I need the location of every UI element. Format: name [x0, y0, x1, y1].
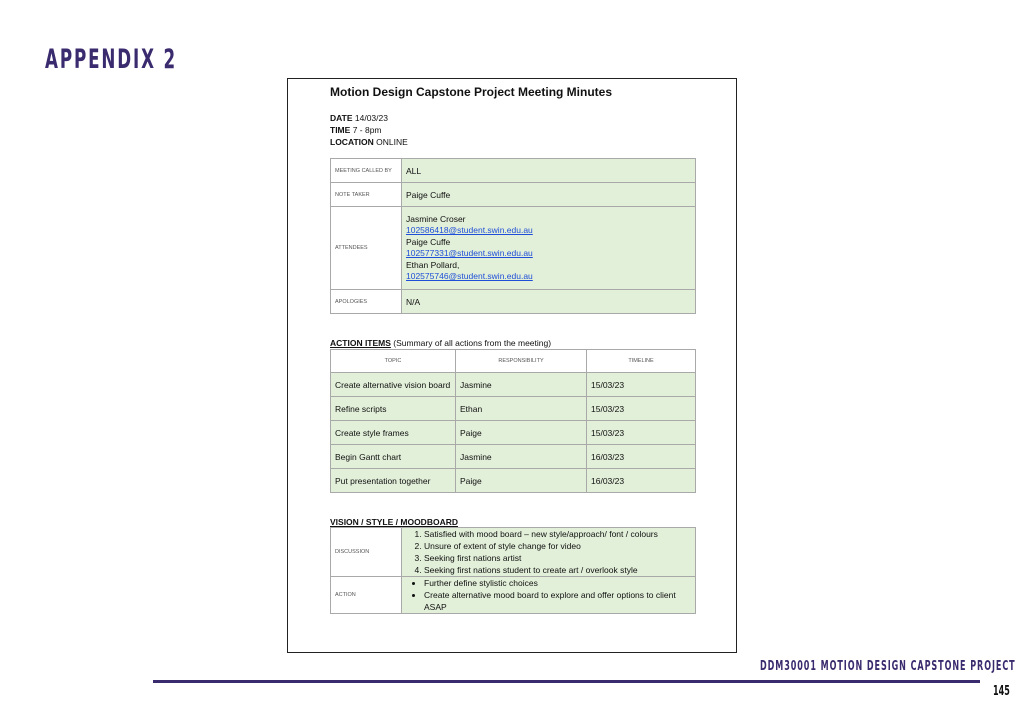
apologies-label: APOLOGIES — [331, 290, 402, 314]
attendee-name: Jasmine Croser — [406, 213, 466, 224]
apologies-value: N/A — [402, 290, 696, 314]
date-value: 14/03/23 — [354, 113, 388, 123]
table-row — [331, 373, 696, 397]
called-by-value: ALL — [402, 159, 696, 183]
column-header-topic: TOPIC — [331, 350, 456, 373]
meeting-minutes-document — [287, 78, 737, 653]
timeline-cell: 15/03/23 — [587, 421, 696, 445]
table-row — [331, 159, 696, 183]
note-taker-label: NOTE TAKER — [331, 183, 402, 207]
responsibility-cell: Paige — [456, 469, 587, 493]
table-row — [331, 290, 696, 314]
location-line — [330, 137, 408, 147]
list-item: 4. Seeking first nations student to create art / overlook style — [424, 564, 691, 576]
table-row — [331, 445, 696, 469]
discussion-label: DISCUSSION — [331, 528, 402, 577]
list-item: 3. Seeking first nations artist — [424, 552, 691, 564]
timeline-cell: 16/03/23 — [587, 469, 696, 493]
timeline-cell: 16/03/23 — [587, 445, 696, 469]
table-row — [331, 183, 696, 207]
page-number: 145 — [993, 684, 1010, 699]
date-label: DATE — [330, 113, 353, 123]
list-item: 2. Unsure of extent of style change for video — [424, 540, 691, 552]
table-row — [331, 397, 696, 421]
attendee-name: Ethan Pollard, — [406, 259, 460, 270]
discussion-list — [402, 528, 696, 577]
note-taker-value: Paige Cuffe — [402, 183, 696, 207]
attendees-label: ATTENDEES — [331, 207, 402, 290]
list-item: • Further define stylistic choices — [424, 577, 691, 589]
attendee-email-link[interactable]: 102575746@student.swin.edu.au — [406, 271, 533, 281]
topic-cell: Create alternative vision board — [331, 373, 456, 397]
location-label: LOCATION — [330, 137, 374, 147]
appendix-title: APPENDIX 2 — [45, 44, 178, 75]
action-items-table — [330, 349, 696, 493]
vision-heading — [330, 517, 458, 527]
timeline-cell: 15/03/23 — [587, 373, 696, 397]
table-row — [331, 421, 696, 445]
responsibility-cell: Jasmine — [456, 445, 587, 469]
timeline-cell: 15/03/23 — [587, 397, 696, 421]
column-header-timeline: TIMELINE — [587, 350, 696, 373]
time-line — [330, 125, 382, 135]
list-item: • Create alternative mood board to explore and offer options to client ASAP — [424, 589, 691, 613]
meeting-info-table — [330, 158, 696, 314]
action-label: ACTION — [331, 577, 402, 614]
topic-cell: Begin Gantt chart — [331, 445, 456, 469]
time-value: 7 - 8pm — [352, 125, 382, 135]
table-row — [331, 207, 696, 290]
document-title: Motion Design Capstone Project Meeting Minutes — [330, 85, 613, 99]
topic-cell: Create style frames — [331, 421, 456, 445]
attendee-name: Paige Cuffe — [406, 236, 451, 247]
attendees-list — [402, 207, 696, 290]
action-items-heading — [330, 338, 551, 348]
footer-project-title: DDM30001 MOTION DESIGN CAPSTONE PROJECT — [760, 659, 1016, 674]
vision-table — [330, 527, 696, 614]
action-list — [402, 577, 696, 614]
location-value: ONLINE — [376, 137, 408, 147]
list-item: 1. Satisfied with mood board – new style/approach/ font / colours — [424, 528, 691, 540]
attendee-email-link[interactable]: 102577331@student.swin.edu.au — [406, 248, 533, 258]
column-header-responsibility: RESPONSIBILITY — [456, 350, 587, 373]
action-items-title: ACTION ITEMS — [330, 338, 391, 348]
table-header-row — [331, 350, 696, 373]
table-row — [331, 469, 696, 493]
table-row — [331, 577, 696, 614]
topic-cell: Refine scripts — [331, 397, 456, 421]
footer-divider — [153, 680, 980, 683]
topic-cell: Put presentation together — [331, 469, 456, 493]
vision-title: VISION / STYLE / MOODBOARD — [330, 517, 458, 527]
table-row — [331, 528, 696, 577]
date-line — [330, 113, 388, 123]
time-label: TIME — [330, 125, 351, 135]
attendee-email-link[interactable]: 102586418@student.swin.edu.au — [406, 225, 533, 235]
action-items-note: (Summary of all actions from the meeting) — [393, 338, 552, 348]
responsibility-cell: Ethan — [456, 397, 587, 421]
responsibility-cell: Jasmine — [456, 373, 587, 397]
called-by-label: MEETING CALLED BY — [331, 159, 402, 183]
responsibility-cell: Paige — [456, 421, 587, 445]
